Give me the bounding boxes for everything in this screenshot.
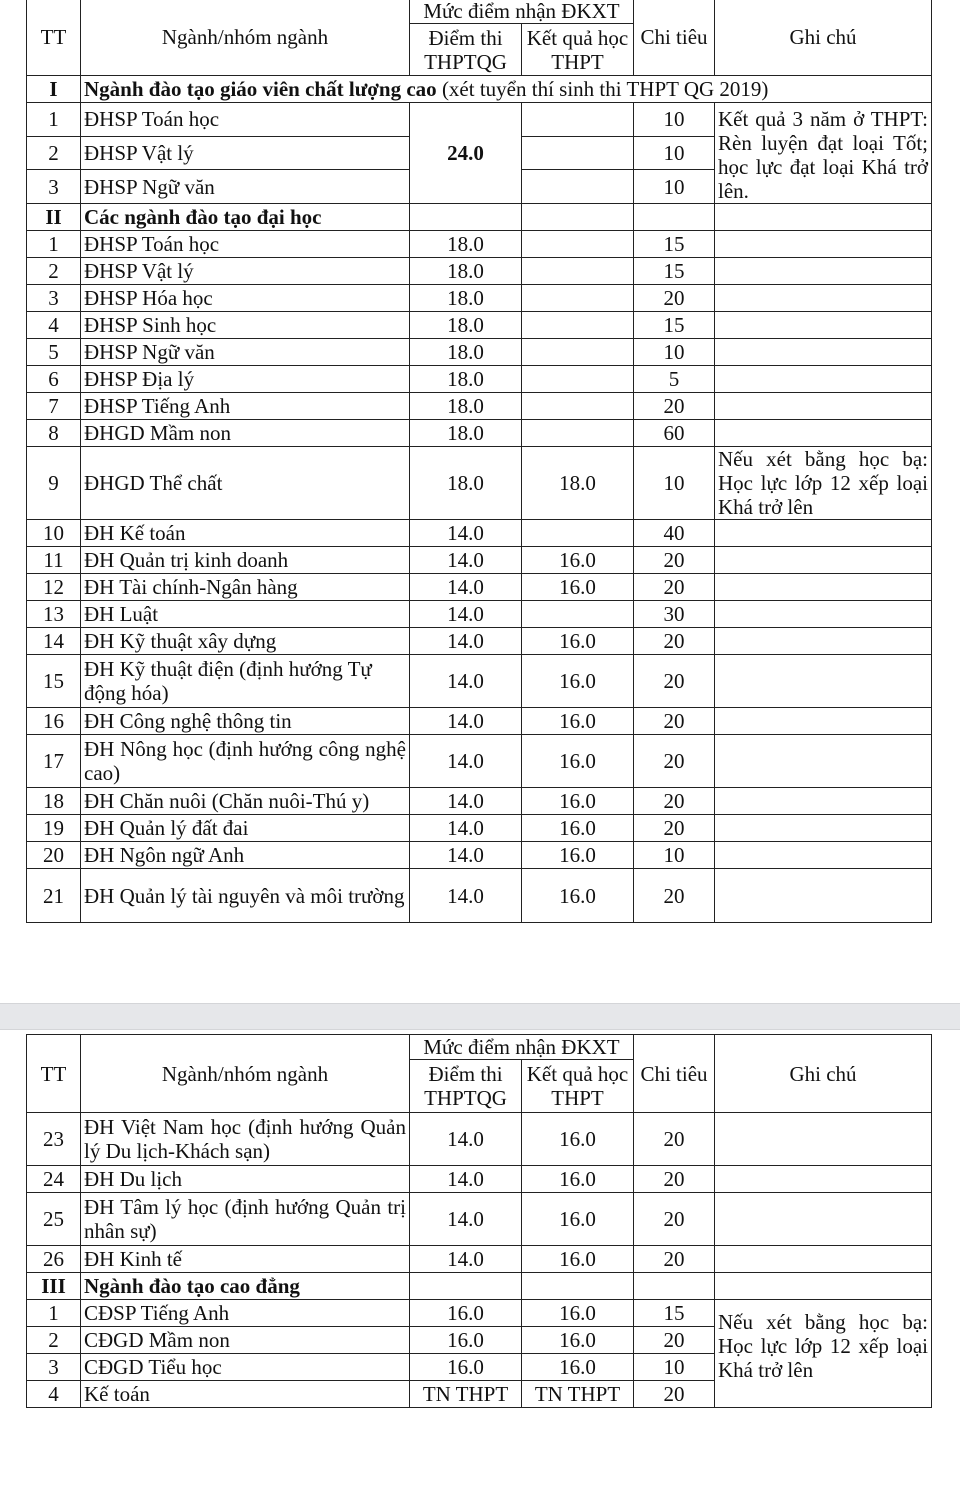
quota-value: 20 bbox=[634, 655, 715, 708]
empty-cell bbox=[715, 735, 932, 788]
empty-cell bbox=[715, 1166, 932, 1193]
header-tt: TT bbox=[27, 0, 81, 76]
exam-score: 16.0 bbox=[410, 1300, 522, 1327]
quota-value: 10 bbox=[634, 447, 715, 520]
page-separator bbox=[0, 1003, 960, 1030]
row-number: 18 bbox=[27, 788, 81, 815]
header-score-group: Mức điểm nhận ĐKXT bbox=[410, 1035, 634, 1060]
exam-score: 18.0 bbox=[410, 420, 522, 447]
program-name: ĐHSP Vật lý bbox=[81, 258, 410, 285]
table-row bbox=[27, 1166, 932, 1193]
quota-value: 20 bbox=[634, 1113, 715, 1166]
record-score: 16.0 bbox=[522, 708, 634, 735]
empty-cell bbox=[715, 655, 932, 708]
record-score: 16.0 bbox=[522, 655, 634, 708]
quota-value: 20 bbox=[634, 285, 715, 312]
header-name: Ngành/nhóm ngành bbox=[81, 1035, 410, 1113]
row-number: 8 bbox=[27, 420, 81, 447]
quota-value: 30 bbox=[634, 601, 715, 628]
table-row bbox=[27, 574, 932, 601]
exam-score: 14.0 bbox=[410, 628, 522, 655]
table-row bbox=[27, 258, 932, 285]
record-score: 16.0 bbox=[522, 1113, 634, 1166]
program-name: ĐHGD Mầm non bbox=[81, 420, 410, 447]
program-name: ĐH Việt Nam học (định hướng Quản lý Du lịch-Khách sạn) bbox=[81, 1113, 410, 1166]
quota-value: 40 bbox=[634, 520, 715, 547]
document-page-2 bbox=[0, 1030, 960, 1509]
table-row bbox=[27, 1193, 932, 1246]
exam-score: 14.0 bbox=[410, 1246, 522, 1273]
exam-score: 18.0 bbox=[410, 258, 522, 285]
header-quota: Chi tiêu bbox=[634, 0, 715, 76]
table-row bbox=[27, 708, 932, 735]
header-quota: Chi tiêu bbox=[634, 1035, 715, 1113]
record-score bbox=[522, 231, 634, 258]
empty-cell bbox=[634, 1273, 715, 1300]
table-row bbox=[27, 628, 932, 655]
row-number: 3 bbox=[27, 1354, 81, 1381]
header-score-exam: Điểm thi THPTQG bbox=[410, 24, 522, 76]
header-note: Ghi chú bbox=[715, 1035, 932, 1113]
empty-cell bbox=[715, 285, 932, 312]
quota-value: 10 bbox=[634, 103, 715, 137]
row-number: 4 bbox=[27, 312, 81, 339]
empty-cell bbox=[715, 1273, 932, 1300]
record-score: 16.0 bbox=[522, 1300, 634, 1327]
program-name: ĐH Ngôn ngữ Anh bbox=[81, 842, 410, 869]
program-name: ĐH Kỹ thuật xây dựng bbox=[81, 628, 410, 655]
empty-cell bbox=[522, 204, 634, 231]
section-title: Ngành đào tạo cao đẳng bbox=[81, 1273, 410, 1300]
row-number: 20 bbox=[27, 842, 81, 869]
program-name: ĐHSP Ngữ văn bbox=[81, 170, 410, 204]
table-row bbox=[27, 842, 932, 869]
row-number: 9 bbox=[27, 447, 81, 520]
exam-score: 14.0 bbox=[410, 1113, 522, 1166]
program-name: ĐHSP Hóa học bbox=[81, 285, 410, 312]
empty-cell bbox=[522, 170, 634, 204]
program-name: ĐH Công nghệ thông tin bbox=[81, 708, 410, 735]
quota-value: 20 bbox=[634, 1246, 715, 1273]
empty-cell bbox=[715, 574, 932, 601]
empty-cell bbox=[715, 420, 932, 447]
record-score bbox=[522, 520, 634, 547]
quota-value: 10 bbox=[634, 170, 715, 204]
program-name: ĐH Chăn nuôi (Chăn nuôi-Thú y) bbox=[81, 788, 410, 815]
quota-value: 20 bbox=[634, 1166, 715, 1193]
quota-value: 20 bbox=[634, 1381, 715, 1408]
quota-value: 15 bbox=[634, 231, 715, 258]
table-row bbox=[27, 1246, 932, 1273]
empty-cell bbox=[715, 339, 932, 366]
program-name: ĐH Nông học (định hướng công nghệ cao) bbox=[81, 735, 410, 788]
empty-cell bbox=[715, 708, 932, 735]
row-number: 17 bbox=[27, 735, 81, 788]
empty-cell bbox=[522, 1273, 634, 1300]
quota-value: 10 bbox=[634, 1354, 715, 1381]
quota-value: 10 bbox=[634, 842, 715, 869]
exam-score: 14.0 bbox=[410, 1193, 522, 1246]
record-score: 16.0 bbox=[522, 869, 634, 923]
table-row bbox=[27, 788, 932, 815]
record-score: 16.0 bbox=[522, 1327, 634, 1354]
header-note: Ghi chú bbox=[715, 0, 932, 76]
program-name: ĐHSP Toán học bbox=[81, 231, 410, 258]
exam-score: 14.0 bbox=[410, 869, 522, 923]
quota-value: 20 bbox=[634, 708, 715, 735]
program-name: ĐH Kinh tế bbox=[81, 1246, 410, 1273]
table-row bbox=[27, 339, 932, 366]
header-score-group: Mức điểm nhận ĐKXT bbox=[410, 0, 634, 24]
row-number: 16 bbox=[27, 708, 81, 735]
program-name: CĐSP Tiếng Anh bbox=[81, 1300, 410, 1327]
exam-score: 14.0 bbox=[410, 708, 522, 735]
record-score: TN THPT bbox=[522, 1381, 634, 1408]
row-number: 1 bbox=[27, 103, 81, 137]
empty-cell bbox=[715, 1113, 932, 1166]
row-number: 6 bbox=[27, 366, 81, 393]
record-score: 16.0 bbox=[522, 815, 634, 842]
section-row bbox=[27, 76, 932, 103]
table-row bbox=[27, 447, 932, 520]
empty-cell bbox=[715, 815, 932, 842]
exam-score: 14.0 bbox=[410, 842, 522, 869]
empty-cell bbox=[715, 204, 932, 231]
empty-cell bbox=[634, 204, 715, 231]
row-number: 2 bbox=[27, 136, 81, 170]
exam-score: 14.0 bbox=[410, 655, 522, 708]
row-number: 2 bbox=[27, 258, 81, 285]
record-score bbox=[522, 601, 634, 628]
program-name: Kế toán bbox=[81, 1381, 410, 1408]
quota-value: 20 bbox=[634, 574, 715, 601]
exam-score: 18.0 bbox=[410, 312, 522, 339]
record-score: 16.0 bbox=[522, 1166, 634, 1193]
row-number: 25 bbox=[27, 1193, 81, 1246]
table-row bbox=[27, 547, 932, 574]
record-score: 16.0 bbox=[522, 1354, 634, 1381]
exam-score: 14.0 bbox=[410, 1166, 522, 1193]
header-tt: TT bbox=[27, 1035, 81, 1113]
quota-value: 20 bbox=[634, 815, 715, 842]
row-number: 21 bbox=[27, 869, 81, 923]
table-row bbox=[27, 735, 932, 788]
program-name: ĐH Kế toán bbox=[81, 520, 410, 547]
empty-cell bbox=[715, 869, 932, 923]
table-row bbox=[27, 1113, 932, 1166]
table-row bbox=[27, 520, 932, 547]
table-row bbox=[27, 231, 932, 258]
table-row bbox=[27, 1300, 932, 1327]
quota-value: 20 bbox=[634, 1193, 715, 1246]
record-score bbox=[522, 258, 634, 285]
row-number: 15 bbox=[27, 655, 81, 708]
empty-cell bbox=[715, 520, 932, 547]
record-score: 16.0 bbox=[522, 735, 634, 788]
section-row bbox=[27, 1273, 932, 1300]
note-cell: Kết quả 3 năm ở THPT: Rèn luyện đạt loại Tốt; học lực đạt loại Khá trở lên. bbox=[715, 103, 932, 204]
table-row bbox=[27, 815, 932, 842]
record-score: 16.0 bbox=[522, 547, 634, 574]
quota-value: 20 bbox=[634, 869, 715, 923]
empty-cell bbox=[715, 601, 932, 628]
row-number: 4 bbox=[27, 1381, 81, 1408]
admission-table-page-1 bbox=[26, 0, 932, 923]
row-number: 13 bbox=[27, 601, 81, 628]
exam-score: 16.0 bbox=[410, 1327, 522, 1354]
exam-score: 18.0 bbox=[410, 339, 522, 366]
empty-cell bbox=[715, 547, 932, 574]
row-number: 23 bbox=[27, 1113, 81, 1166]
empty-cell bbox=[522, 136, 634, 170]
record-score: 16.0 bbox=[522, 842, 634, 869]
quota-value: 20 bbox=[634, 1327, 715, 1354]
row-number: 1 bbox=[27, 1300, 81, 1327]
program-name: ĐH Quản trị kinh doanh bbox=[81, 547, 410, 574]
table-row bbox=[27, 393, 932, 420]
empty-cell bbox=[715, 842, 932, 869]
program-name: ĐH Tâm lý học (định hướng Quản trị nhân sự) bbox=[81, 1193, 410, 1246]
record-score: 16.0 bbox=[522, 1246, 634, 1273]
exam-score: 14.0 bbox=[410, 520, 522, 547]
row-number: 24 bbox=[27, 1166, 81, 1193]
section-number: II bbox=[27, 204, 81, 231]
record-score: 16.0 bbox=[522, 1193, 634, 1246]
quota-value: 5 bbox=[634, 366, 715, 393]
header-score-exam: Điểm thi THPTQG bbox=[410, 1060, 522, 1113]
program-name: CĐGD Mầm non bbox=[81, 1327, 410, 1354]
table-row bbox=[27, 312, 932, 339]
record-score bbox=[522, 393, 634, 420]
exam-score: 14.0 bbox=[410, 735, 522, 788]
empty-cell bbox=[715, 312, 932, 339]
program-name: CĐGD Tiểu học bbox=[81, 1354, 410, 1381]
quota-value: 20 bbox=[634, 393, 715, 420]
empty-cell bbox=[410, 1273, 522, 1300]
table-row bbox=[27, 285, 932, 312]
row-number: 5 bbox=[27, 339, 81, 366]
row-number: 26 bbox=[27, 1246, 81, 1273]
section-number: III bbox=[27, 1273, 81, 1300]
record-score bbox=[522, 312, 634, 339]
record-score: 16.0 bbox=[522, 574, 634, 601]
row-number: 12 bbox=[27, 574, 81, 601]
quota-value: 10 bbox=[634, 339, 715, 366]
header-score-record: Kết quả học THPT bbox=[522, 24, 634, 76]
program-name: ĐHSP Toán học bbox=[81, 103, 410, 137]
empty-cell bbox=[715, 788, 932, 815]
program-name: ĐHSP Địa lý bbox=[81, 366, 410, 393]
row-number: 2 bbox=[27, 1327, 81, 1354]
exam-score: 14.0 bbox=[410, 788, 522, 815]
empty-cell bbox=[715, 628, 932, 655]
exam-score: 14.0 bbox=[410, 601, 522, 628]
program-name: ĐH Kỹ thuật điện (định hướng Tự động hóa) bbox=[81, 655, 410, 708]
exam-score: 18.0 bbox=[410, 285, 522, 312]
exam-score: 16.0 bbox=[410, 1354, 522, 1381]
table-row bbox=[27, 655, 932, 708]
section-number: I bbox=[27, 76, 81, 103]
record-score: 16.0 bbox=[522, 628, 634, 655]
program-name: ĐHSP Tiếng Anh bbox=[81, 393, 410, 420]
quota-value: 20 bbox=[634, 788, 715, 815]
empty-cell bbox=[715, 1246, 932, 1273]
record-score bbox=[522, 420, 634, 447]
record-score bbox=[522, 339, 634, 366]
quota-value: 15 bbox=[634, 312, 715, 339]
row-number: 14 bbox=[27, 628, 81, 655]
program-name: ĐHSP Sinh học bbox=[81, 312, 410, 339]
program-name: ĐHSP Ngữ văn bbox=[81, 339, 410, 366]
program-name: ĐHGD Thể chất bbox=[81, 447, 410, 520]
section-title: Các ngành đào tạo đại học bbox=[81, 204, 410, 231]
exam-score: 18.0 bbox=[410, 393, 522, 420]
row-number: 10 bbox=[27, 520, 81, 547]
program-name: ĐH Luật bbox=[81, 601, 410, 628]
empty-cell bbox=[410, 204, 522, 231]
exam-score: 14.0 bbox=[410, 815, 522, 842]
note-cell: Nếu xét bằng học bạ: Học lực lớp 12 xếp loại Khá trở lên bbox=[715, 1300, 932, 1408]
quota-value: 20 bbox=[634, 735, 715, 788]
program-name: ĐH Tài chính-Ngân hàng bbox=[81, 574, 410, 601]
row-number: 19 bbox=[27, 815, 81, 842]
exam-score: TN THPT bbox=[410, 1381, 522, 1408]
empty-cell bbox=[715, 231, 932, 258]
quota-value: 15 bbox=[634, 258, 715, 285]
row-number: 1 bbox=[27, 231, 81, 258]
record-score: 18.0 bbox=[522, 447, 634, 520]
empty-cell bbox=[715, 393, 932, 420]
quota-value: 60 bbox=[634, 420, 715, 447]
exam-score: 18.0 bbox=[410, 447, 522, 520]
table-row bbox=[27, 869, 932, 923]
merged-score: 24.0 bbox=[410, 103, 522, 204]
record-score: 16.0 bbox=[522, 788, 634, 815]
program-name: ĐHSP Vật lý bbox=[81, 136, 410, 170]
record-score bbox=[522, 285, 634, 312]
quota-value: 20 bbox=[634, 547, 715, 574]
quota-value: 10 bbox=[634, 136, 715, 170]
table-row bbox=[27, 366, 932, 393]
exam-score: 14.0 bbox=[410, 547, 522, 574]
record-score bbox=[522, 366, 634, 393]
exam-score: 14.0 bbox=[410, 574, 522, 601]
program-name: ĐH Quản lý đất đai bbox=[81, 815, 410, 842]
section-row bbox=[27, 204, 932, 231]
table-row bbox=[27, 103, 932, 137]
table-row bbox=[27, 420, 932, 447]
exam-score: 18.0 bbox=[410, 366, 522, 393]
header-name: Ngành/nhóm ngành bbox=[81, 0, 410, 76]
header-score-record: Kết quả học THPT bbox=[522, 1060, 634, 1113]
note-cell: Nếu xét bằng học bạ: Học lực lớp 12 xếp loại Khá trở lên bbox=[715, 447, 932, 520]
row-number: 7 bbox=[27, 393, 81, 420]
empty-cell bbox=[715, 258, 932, 285]
row-number: 11 bbox=[27, 547, 81, 574]
empty-cell bbox=[715, 366, 932, 393]
program-name: ĐH Du lịch bbox=[81, 1166, 410, 1193]
quota-value: 15 bbox=[634, 1300, 715, 1327]
program-name: ĐH Quản lý tài nguyên và môi trường bbox=[81, 869, 410, 923]
section-title: Ngành đào tạo giáo viên chất lượng cao (xét tuyển thí sinh thi THPT QG 2019) bbox=[81, 76, 932, 103]
exam-score: 18.0 bbox=[410, 231, 522, 258]
quota-value: 20 bbox=[634, 628, 715, 655]
row-number: 3 bbox=[27, 170, 81, 204]
table-row bbox=[27, 601, 932, 628]
admission-table-page-2 bbox=[26, 1034, 932, 1408]
empty-cell bbox=[522, 103, 634, 137]
empty-cell bbox=[715, 1193, 932, 1246]
row-number: 3 bbox=[27, 285, 81, 312]
